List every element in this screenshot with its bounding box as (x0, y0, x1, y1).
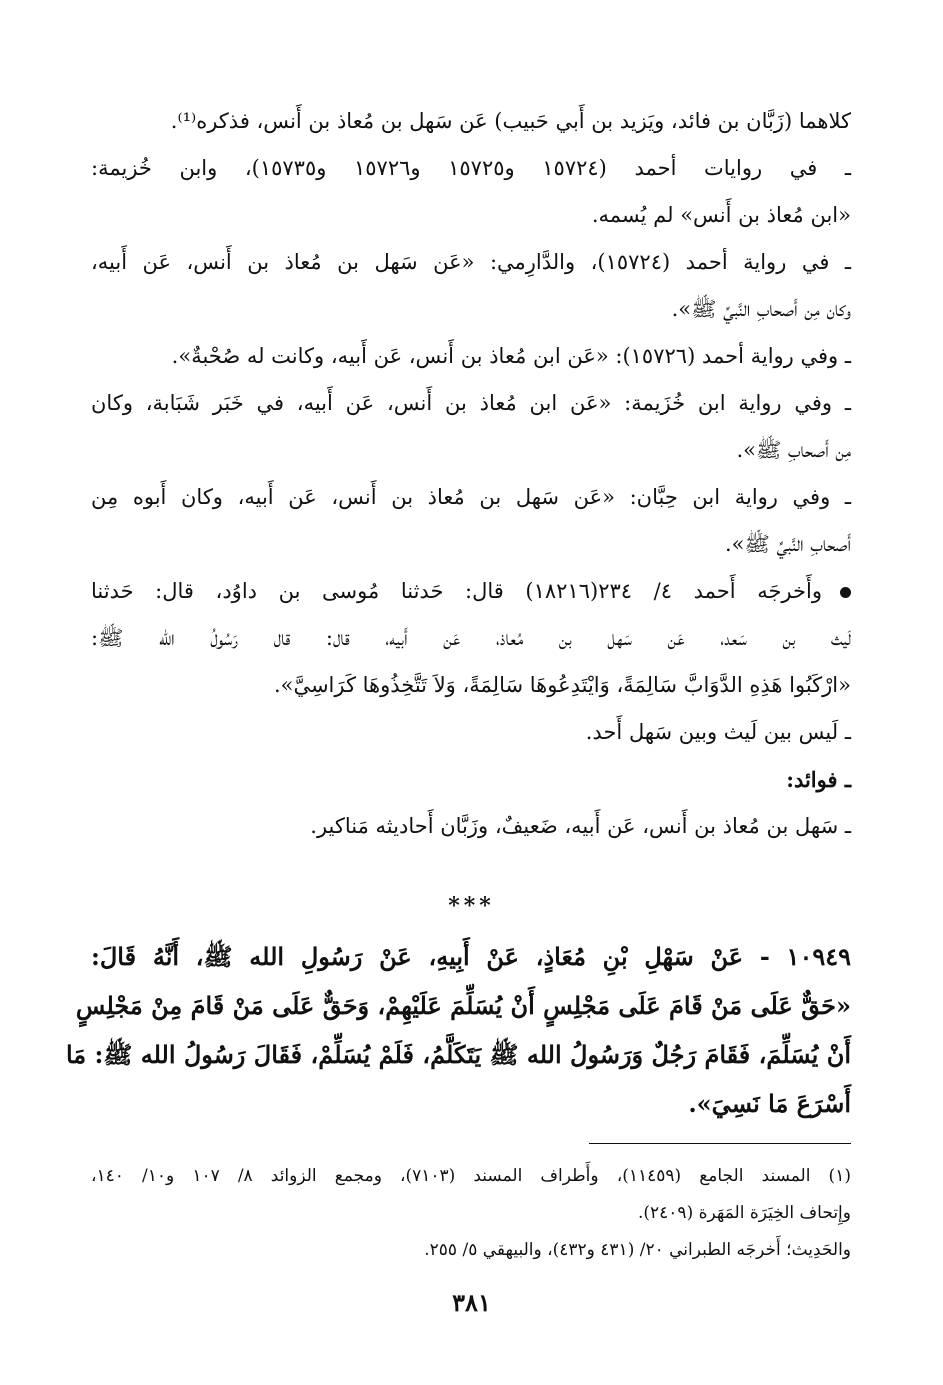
text-line: أَصحابِ النَّبيِّ ﷺ». (725, 532, 851, 556)
text-line: «ابن مُعاذ بن أَنس» لم يُسمه. (591, 203, 851, 227)
text-line: ـ سَهل بن مُعاذ بن أَنس، عَن أَبيه، ضَعيفٌ، وزَبَّان أَحاديثه مَناكير. (310, 814, 851, 838)
footnote-divider (589, 1143, 851, 1144)
text-line: ـ لَيس بين لَيث وبين سَهل أَحد. (585, 720, 851, 744)
footnote-line: والحَدِيث؛ أَخرجَه الطبراني ٢٠/ (٤٣١ و٤٣٢)، والبيهقي ٥/ ٢٥٥. (424, 1240, 851, 1260)
hadith-line: أَسْرَعَ مَا نَسِيَ». (688, 1089, 851, 1118)
text-line: «ارْكَبُوا هَذِهِ الدَّوَابَّ سَالِمَةً، وَايْتَدِعُوهَا سَالِمَةً، وَلاَ تَتَّخِذُوهَا كَرَاسِيَّ». (273, 673, 851, 697)
footnotes (91, 1158, 851, 1269)
hadith-text (65, 932, 851, 1128)
text-line: ـ في روايات أحمد (١٥٧٢٤ و١٥٧٢٥ و١٥٧٢٦ و١٥٧٣٥)، وابن خُزيمة: (91, 156, 852, 180)
text-line: ـ في رواية أحمد (١٥٧٢٤)، والدَّارِمي: «عَن سَهل بن مُعاذ بن أَنس، عَن أَبيه، (91, 250, 851, 274)
commentary-text (91, 98, 851, 850)
bullet-icon (840, 587, 851, 598)
hadith-line: «حَقٌّ عَلَى مَنْ قَامَ عَلَى مَجْلِسٍ أَنْ يُسَلِّمَ عَلَيْهِمْ، وَحَقٌّ عَلَى مَنْ قَامَ مِنْ مَجْلِسٍ (75, 991, 851, 1020)
text-line: كلاهما (زَبَّان بن فائد، ويَزيد بن أَبي حَبيب) عَن سَهل بن مُعاذ بن أَنس، فذكره⁽¹⁾. (170, 109, 851, 133)
hadith-line: ١٠٩٤٩ - عَنْ سَهْلِ بْنِ مُعَاذٍ، عَنْ أَبِيهِ، عَنْ رَسُولِ الله ﷺ، أَنَّهُ قَالَ: (91, 942, 851, 971)
hadith-line: أَنْ يُسَلِّمَ، فَقَامَ رَجُلٌ وَرَسُولُ الله ﷺ يَتَكَلَّمُ، فَلَمْ يُسَلِّمْ، فَقَالَ رَسُولُ الله ﷺ: مَا (65, 1040, 851, 1069)
text-line: ـ وفي رواية أحمد (١٥٧٢٦): «عَن ابن مُعاذ بن أَنس، عَن أَبيه، وكانت له صُحْبةٌ». (171, 344, 851, 368)
text-line-bulleted (91, 568, 851, 615)
footnote-line: (١) المسند الجامع (١١٤٥٩)، وأَطراف المسند (٧١٠٣)، ومجمع الزوائد ٨/ ١٠٧ و١٠/ ١٤٠، (91, 1166, 851, 1186)
section-heading: ـ فوائد: (786, 767, 851, 792)
text-line: ـ وفي رواية ابن حِبَّان: «عَن سَهل بن مُعاذ بن أَنس، عَن أَبيه، وكان أَبوه مِن (91, 485, 851, 509)
text-line: ـ وفي رواية ابن خُزَيمة: «عَن ابن مُعاذ بن أَنس، عَن أَبيه، في خَبَر شَبَابة، وكان (91, 391, 851, 415)
section-separator: *** (448, 893, 495, 919)
text-line: لَيث بن سَعد، عَن سَهل بن مُعاذ، عَن أَبيه، قال: قال رَسُولُ الله ﷺ: (91, 626, 851, 650)
text-line: وكان مِن أَصحابِ النَّبيِّ ﷺ». (671, 297, 851, 321)
text-line-content: وأَخرجَه أَحمد ٤/ ٢٣٤(١٨٢١٦) قال: حَدثنا مُوسى بن داوُد، قال: حَدثنا (91, 579, 822, 603)
text-line: مِن أَصحابِ ﷺ». (736, 438, 851, 462)
footnote-line: وإِتحاف الخِيَرَة المَهَرة (٢٤٠٩). (637, 1203, 851, 1223)
page-number: ٣٨١ (452, 1288, 491, 1317)
